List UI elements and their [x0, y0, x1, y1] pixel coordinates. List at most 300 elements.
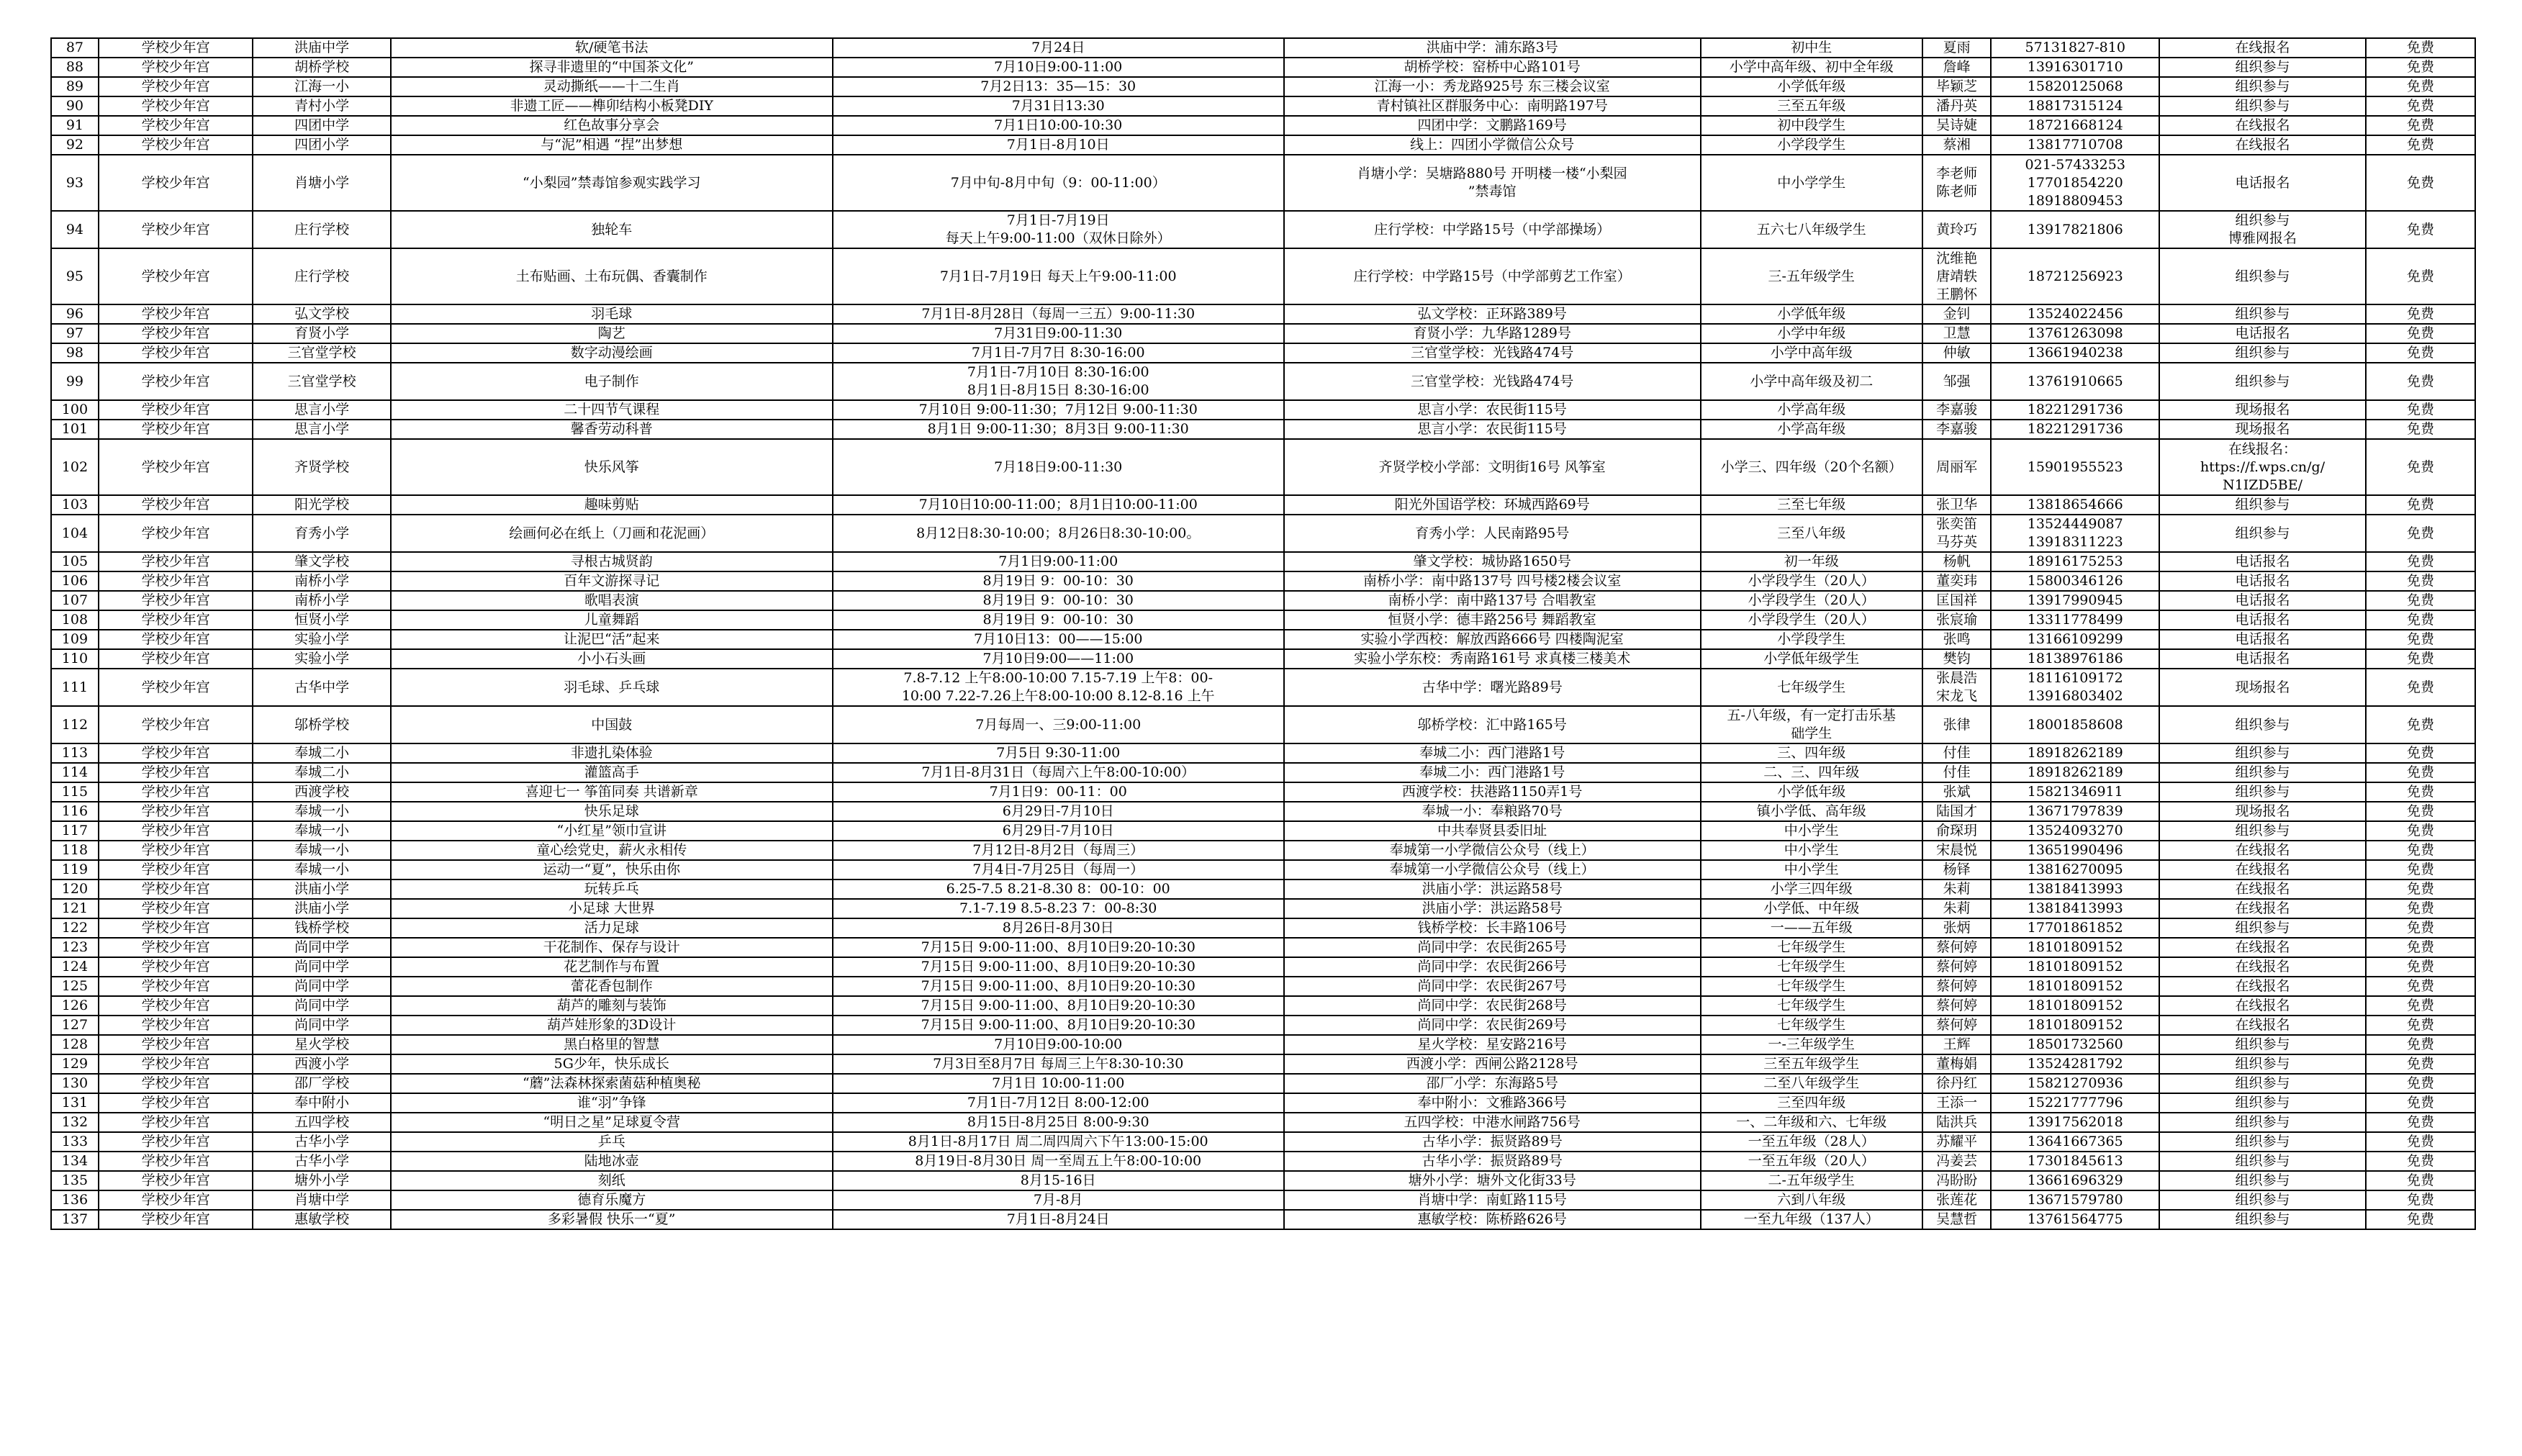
cell-fee: 免费 [2366, 116, 2475, 135]
cell-location: 尚同中学：农民街267号 [1284, 977, 1701, 996]
table-row [51, 515, 2475, 552]
cell-category: 学校少年宫 [99, 649, 253, 669]
cell-fee: 免费 [2366, 899, 2475, 918]
cell-organizer: 江海一小 [253, 77, 390, 96]
cell-location: 星火学校：星安路216号 [1284, 1035, 1701, 1054]
cell-organizer: 齐贤学校 [253, 439, 390, 495]
cell-signup-method: 电话报名 [2159, 591, 2366, 610]
cell-category: 学校少年宫 [99, 135, 253, 155]
cell-row-number: 87 [51, 38, 99, 58]
cell-activity-name: 软/硬笔书法 [391, 38, 833, 58]
cell-contact-person: 王添一 [1922, 1093, 1992, 1113]
cell-signup-method: 组织参与 [2159, 515, 2366, 552]
cell-category: 学校少年宫 [99, 782, 253, 802]
cell-target-audience: 七年级学生 [1701, 996, 1922, 1016]
cell-fee: 免费 [2366, 1132, 2475, 1152]
cell-target-audience: 三、四年级 [1701, 743, 1922, 763]
cell-activity-name: 运动一“夏”，快乐由你 [391, 860, 833, 880]
cell-activity-name: 趣味剪贴 [391, 495, 833, 515]
table-row [51, 610, 2475, 630]
cell-location: 古华中学：曙光路89号 [1284, 669, 1701, 706]
cell-contact-person: 朱莉 [1922, 899, 1992, 918]
cell-row-number: 92 [51, 135, 99, 155]
cell-row-number: 128 [51, 1035, 99, 1054]
table-row [51, 899, 2475, 918]
cell-signup-method: 在线报名 [2159, 135, 2366, 155]
cell-organizer: 尚同中学 [253, 957, 390, 977]
cell-activity-name: 蕾花香包制作 [391, 977, 833, 996]
cell-signup-method: 组织参与 [2159, 248, 2366, 304]
cell-contact-person: 张晨浩 宋龙飞 [1922, 669, 1992, 706]
cell-fee: 免费 [2366, 1113, 2475, 1132]
cell-category: 学校少年宫 [99, 899, 253, 918]
table-row [51, 649, 2475, 669]
cell-target-audience: 初一年级 [1701, 552, 1922, 571]
table-row [51, 1054, 2475, 1074]
cell-location: 古华小学：振贤路89号 [1284, 1152, 1701, 1171]
cell-time: 7月10日9:00——11:00 [833, 649, 1284, 669]
cell-target-audience: 一至五年级（28人） [1701, 1132, 1922, 1152]
cell-category: 学校少年宫 [99, 400, 253, 420]
cell-target-audience: 中小学生 [1701, 821, 1922, 841]
cell-signup-method: 组织参与 [2159, 304, 2366, 324]
table-row [51, 343, 2475, 363]
cell-contact-person: 苏耀平 [1922, 1132, 1992, 1152]
cell-row-number: 135 [51, 1171, 99, 1190]
cell-activity-name: 二十四节气课程 [391, 400, 833, 420]
cell-contact-person: 匡国祥 [1922, 591, 1992, 610]
cell-fee: 免费 [2366, 552, 2475, 571]
cell-contact-person: 李嘉骏 [1922, 400, 1992, 420]
table-row [51, 706, 2475, 743]
cell-activity-name: “明日之星”足球夏令营 [391, 1113, 833, 1132]
cell-location: 洪庙中学：浦东路3号 [1284, 38, 1701, 58]
cell-category: 学校少年宫 [99, 610, 253, 630]
cell-activity-name: 陆地冰壶 [391, 1152, 833, 1171]
cell-organizer: 实验小学 [253, 630, 390, 649]
cell-signup-method: 组织参与 [2159, 343, 2366, 363]
cell-activity-name: 葫芦娃形象的3D设计 [391, 1016, 833, 1035]
cell-target-audience: 小学段学生（20人） [1701, 591, 1922, 610]
cell-time: 7月3日至8月7日 每周三上午8:30-10:30 [833, 1054, 1284, 1074]
table-row [51, 211, 2475, 248]
table-row [51, 630, 2475, 649]
cell-fee: 免费 [2366, 495, 2475, 515]
cell-time: 7月15日 9:00-11:00、8月10日9:20-10:30 [833, 1016, 1284, 1035]
cell-phone: 18916175253 [1991, 552, 2159, 571]
cell-phone: 15821270936 [1991, 1074, 2159, 1093]
cell-signup-method: 电话报名 [2159, 630, 2366, 649]
cell-location: 尚同中学：农民街268号 [1284, 996, 1701, 1016]
cell-contact-person: 蔡何婷 [1922, 977, 1992, 996]
cell-phone: 18221291736 [1991, 420, 2159, 439]
cell-location: 实验小学西校：解放西路666号 四楼陶泥室 [1284, 630, 1701, 649]
cell-time: 7月-8月 [833, 1190, 1284, 1210]
cell-contact-person: 张宸瑜 [1922, 610, 1992, 630]
cell-row-number: 104 [51, 515, 99, 552]
cell-phone: 15221777796 [1991, 1093, 2159, 1113]
cell-contact-person: 张斌 [1922, 782, 1992, 802]
cell-location: 南桥小学：南中路137号 四号楼2楼会议室 [1284, 571, 1701, 591]
cell-phone: 13818413993 [1991, 899, 2159, 918]
cell-category: 学校少年宫 [99, 841, 253, 860]
cell-phone: 13917990945 [1991, 591, 2159, 610]
cell-location: 奉城二小：西门港路1号 [1284, 763, 1701, 782]
cell-organizer: 实验小学 [253, 649, 390, 669]
cell-target-audience: 中小学学生 [1701, 155, 1922, 211]
cell-fee: 免费 [2366, 571, 2475, 591]
cell-activity-name: 德育乐魔方 [391, 1190, 833, 1210]
cell-organizer: 古华小学 [253, 1152, 390, 1171]
cell-time: 7月15日 9:00-11:00、8月10日9:20-10:30 [833, 957, 1284, 977]
cell-time: 7月1日9：00-11：00 [833, 782, 1284, 802]
cell-fee: 免费 [2366, 77, 2475, 96]
cell-category: 学校少年宫 [99, 58, 253, 77]
cell-category: 学校少年宫 [99, 763, 253, 782]
cell-location: 尚同中学：农民街265号 [1284, 938, 1701, 957]
cell-signup-method: 电话报名 [2159, 552, 2366, 571]
cell-organizer: 西渡学校 [253, 782, 390, 802]
cell-activity-name: 灌篮高手 [391, 763, 833, 782]
cell-time: 7月31日13:30 [833, 96, 1284, 116]
cell-organizer: 五四学校 [253, 1113, 390, 1132]
cell-organizer: 四团中学 [253, 116, 390, 135]
cell-phone: 021-57433253 17701854220 18918809453 [1991, 155, 2159, 211]
cell-signup-method: 组织参与 [2159, 1074, 2366, 1093]
cell-row-number: 96 [51, 304, 99, 324]
cell-row-number: 121 [51, 899, 99, 918]
cell-phone: 13524093270 [1991, 821, 2159, 841]
cell-category: 学校少年宫 [99, 996, 253, 1016]
cell-contact-person: 蔡何婷 [1922, 996, 1992, 1016]
cell-phone: 13661940238 [1991, 343, 2159, 363]
cell-fee: 免费 [2366, 938, 2475, 957]
cell-fee: 免费 [2366, 324, 2475, 343]
cell-fee: 免费 [2366, 400, 2475, 420]
cell-phone: 18001858608 [1991, 706, 2159, 743]
table-row [51, 591, 2475, 610]
cell-category: 学校少年宫 [99, 38, 253, 58]
table-row [51, 439, 2475, 495]
cell-category: 学校少年宫 [99, 1113, 253, 1132]
cell-phone: 15821346911 [1991, 782, 2159, 802]
cell-fee: 免费 [2366, 1035, 2475, 1054]
cell-phone: 13816270095 [1991, 860, 2159, 880]
cell-activity-name: 陶艺 [391, 324, 833, 343]
cell-signup-method: 组织参与 [2159, 782, 2366, 802]
cell-contact-person: 董梅娟 [1922, 1054, 1992, 1074]
cell-row-number: 99 [51, 363, 99, 400]
cell-signup-method: 电话报名 [2159, 610, 2366, 630]
cell-organizer: 塘外小学 [253, 1171, 390, 1190]
cell-time: 8月1日 9:00-11:30；8月3日 9:00-11:30 [833, 420, 1284, 439]
cell-activity-name: 寻根古城贤韵 [391, 552, 833, 571]
cell-signup-method: 现场报名 [2159, 400, 2366, 420]
cell-location: 肖塘小学：吴塘路880号 开明楼一楼“小梨园 ”禁毒馆 [1284, 155, 1701, 211]
cell-category: 学校少年宫 [99, 918, 253, 938]
cell-time: 7.8-7.12 上午8:00-10:00 7.15-7.19 上午8：00- 10:00 7.22-7.26上午8:00-10:00 8.12-8.16 上午 [833, 669, 1284, 706]
activity-table-sheet [50, 37, 2476, 1230]
cell-fee: 免费 [2366, 996, 2475, 1016]
cell-target-audience: 镇小学低、高年级 [1701, 802, 1922, 821]
cell-row-number: 89 [51, 77, 99, 96]
cell-activity-name: 绘画何必在纸上（刀画和花泥画） [391, 515, 833, 552]
cell-signup-method: 组织参与 [2159, 495, 2366, 515]
cell-organizer: 奉城一小 [253, 802, 390, 821]
cell-phone: 18817315124 [1991, 96, 2159, 116]
cell-fee: 免费 [2366, 96, 2475, 116]
activity-table [50, 37, 2476, 1230]
cell-signup-method: 在线报名 [2159, 860, 2366, 880]
cell-fee: 免费 [2366, 1054, 2475, 1074]
cell-target-audience: 小学低年级学生 [1701, 649, 1922, 669]
cell-row-number: 114 [51, 763, 99, 782]
cell-contact-person: 樊钧 [1922, 649, 1992, 669]
table-row [51, 1093, 2475, 1113]
cell-phone: 13917562018 [1991, 1113, 2159, 1132]
cell-fee: 免费 [2366, 763, 2475, 782]
cell-category: 学校少年宫 [99, 571, 253, 591]
cell-activity-name: 百年文游探寻记 [391, 571, 833, 591]
cell-category: 学校少年宫 [99, 630, 253, 649]
cell-signup-method: 组织参与 [2159, 821, 2366, 841]
cell-organizer: 惠敏学校 [253, 1210, 390, 1229]
cell-row-number: 122 [51, 918, 99, 938]
cell-target-audience: 小学段学生（20人） [1701, 571, 1922, 591]
cell-activity-name: 小足球 大世界 [391, 899, 833, 918]
cell-fee: 免费 [2366, 135, 2475, 155]
table-row [51, 58, 2475, 77]
cell-phone: 15800346126 [1991, 571, 2159, 591]
cell-organizer: 庄行学校 [253, 211, 390, 248]
cell-target-audience: 五六七八年级学生 [1701, 211, 1922, 248]
cell-target-audience: 六到八年级 [1701, 1190, 1922, 1210]
cell-fee: 免费 [2366, 343, 2475, 363]
cell-row-number: 95 [51, 248, 99, 304]
cell-phone: 13761910665 [1991, 363, 2159, 400]
cell-row-number: 103 [51, 495, 99, 515]
cell-signup-method: 组织参与 [2159, 1093, 2366, 1113]
cell-location: 钱桥学校：长丰路106号 [1284, 918, 1701, 938]
cell-category: 学校少年宫 [99, 977, 253, 996]
cell-organizer: 尚同中学 [253, 1016, 390, 1035]
cell-location: 肖塘中学：南虹路115号 [1284, 1190, 1701, 1210]
cell-target-audience: 七年级学生 [1701, 669, 1922, 706]
cell-time: 7月15日 9:00-11:00、8月10日9:20-10:30 [833, 938, 1284, 957]
cell-phone: 13651990496 [1991, 841, 2159, 860]
cell-organizer: 南桥小学 [253, 591, 390, 610]
cell-fee: 免费 [2366, 918, 2475, 938]
cell-signup-method: 在线报名： https://f.wps.cn/g/ N1IZD5BE/ [2159, 439, 2366, 495]
cell-phone: 18501732560 [1991, 1035, 2159, 1054]
cell-activity-name: 数字动漫绘画 [391, 343, 833, 363]
cell-signup-method: 组织参与 博雅网报名 [2159, 211, 2366, 248]
cell-fee: 免费 [2366, 211, 2475, 248]
cell-location: 尚同中学：农民街269号 [1284, 1016, 1701, 1035]
cell-target-audience: 中小学生 [1701, 841, 1922, 860]
cell-organizer: 尚同中学 [253, 938, 390, 957]
cell-signup-method: 电话报名 [2159, 571, 2366, 591]
cell-category: 学校少年宫 [99, 304, 253, 324]
cell-target-audience: 三-五年级学生 [1701, 248, 1922, 304]
cell-phone: 18721668124 [1991, 116, 2159, 135]
table-row [51, 996, 2475, 1016]
cell-contact-person: 朱莉 [1922, 880, 1992, 899]
cell-signup-method: 组织参与 [2159, 1054, 2366, 1074]
cell-activity-name: “小红星”领巾宣讲 [391, 821, 833, 841]
cell-signup-method: 组织参与 [2159, 1132, 2366, 1152]
cell-fee: 免费 [2366, 610, 2475, 630]
cell-time: 8月19日 9：00-10：30 [833, 571, 1284, 591]
cell-fee: 免费 [2366, 802, 2475, 821]
cell-contact-person: 俞琛玥 [1922, 821, 1992, 841]
cell-category: 学校少年宫 [99, 1132, 253, 1152]
cell-phone: 13671579780 [1991, 1190, 2159, 1210]
cell-activity-name: 探寻非遗里的“中国茶文化” [391, 58, 833, 77]
cell-phone: 57131827-810 [1991, 38, 2159, 58]
cell-fee: 免费 [2366, 649, 2475, 669]
cell-contact-person: 吴诗婕 [1922, 116, 1992, 135]
cell-phone: 13641667365 [1991, 1132, 2159, 1152]
cell-target-audience: 小学中高年级、初中全年级 [1701, 58, 1922, 77]
cell-location: 中共奉贤县委旧址 [1284, 821, 1701, 841]
cell-time: 8月19日 9：00-10：30 [833, 610, 1284, 630]
cell-row-number: 101 [51, 420, 99, 439]
cell-phone: 18101809152 [1991, 977, 2159, 996]
cell-row-number: 94 [51, 211, 99, 248]
cell-target-audience: 七年级学生 [1701, 957, 1922, 977]
cell-target-audience: 小学低、中年级 [1701, 899, 1922, 918]
cell-time: 7月中旬-8月中旬（9：00-11:00） [833, 155, 1284, 211]
cell-organizer: 南桥小学 [253, 571, 390, 591]
table-row [51, 96, 2475, 116]
cell-phone: 15901955523 [1991, 439, 2159, 495]
cell-fee: 免费 [2366, 363, 2475, 400]
cell-signup-method: 组织参与 [2159, 1190, 2366, 1210]
cell-contact-person: 陆洪兵 [1922, 1113, 1992, 1132]
cell-category: 学校少年宫 [99, 343, 253, 363]
cell-contact-person: 黄玲巧 [1922, 211, 1992, 248]
cell-organizer: 奉城一小 [253, 841, 390, 860]
cell-location: 邵厂小学：东海路5号 [1284, 1074, 1701, 1093]
cell-organizer: 奉城一小 [253, 821, 390, 841]
cell-organizer: 育贤小学 [253, 324, 390, 343]
cell-organizer: 奉城一小 [253, 860, 390, 880]
cell-row-number: 109 [51, 630, 99, 649]
cell-location: 思言小学：农民街115号 [1284, 420, 1701, 439]
cell-activity-name: 快乐足球 [391, 802, 833, 821]
cell-organizer: 洪庙小学 [253, 880, 390, 899]
cell-fee: 免费 [2366, 420, 2475, 439]
cell-location: 奉城一小：奉粮路70号 [1284, 802, 1701, 821]
cell-activity-name: 非遗扎染体验 [391, 743, 833, 763]
cell-organizer: 邵厂学校 [253, 1074, 390, 1093]
cell-row-number: 105 [51, 552, 99, 571]
cell-signup-method: 组织参与 [2159, 1113, 2366, 1132]
cell-target-audience: 小学中高年级及初二 [1701, 363, 1922, 400]
cell-activity-name: 干花制作、保存与设计 [391, 938, 833, 957]
cell-row-number: 117 [51, 821, 99, 841]
cell-phone: 13916301710 [1991, 58, 2159, 77]
table-row [51, 880, 2475, 899]
cell-contact-person: 邹强 [1922, 363, 1992, 400]
cell-phone: 13817710708 [1991, 135, 2159, 155]
cell-location: 五四学校：中港水闸路756号 [1284, 1113, 1701, 1132]
cell-location: 育秀小学：人民南路95号 [1284, 515, 1701, 552]
cell-location: 实验小学东校：秀南路161号 求真楼三楼美术 [1284, 649, 1701, 669]
table-row [51, 1074, 2475, 1093]
table-row [51, 304, 2475, 324]
cell-organizer: 洪庙小学 [253, 899, 390, 918]
cell-organizer: 西渡小学 [253, 1054, 390, 1074]
cell-location: 胡桥学校：窑桥中心路101号 [1284, 58, 1701, 77]
cell-contact-person: 夏雨 [1922, 38, 1992, 58]
cell-contact-person: 陆国才 [1922, 802, 1992, 821]
cell-activity-name: 羽毛球 [391, 304, 833, 324]
table-row [51, 763, 2475, 782]
cell-time: 6月29日-7月10日 [833, 821, 1284, 841]
cell-target-audience: 小学三四年级 [1701, 880, 1922, 899]
cell-activity-name: 独轮车 [391, 211, 833, 248]
cell-signup-method: 在线报名 [2159, 841, 2366, 860]
cell-organizer: 邬桥学校 [253, 706, 390, 743]
cell-time: 7月5日 9:30-11:00 [833, 743, 1284, 763]
cell-activity-name: 5G少年，快乐成长 [391, 1054, 833, 1074]
cell-fee: 免费 [2366, 515, 2475, 552]
cell-row-number: 102 [51, 439, 99, 495]
cell-signup-method: 在线报名 [2159, 1016, 2366, 1035]
table-row [51, 802, 2475, 821]
cell-contact-person: 董奕玮 [1922, 571, 1992, 591]
cell-time: 7月1日-8月31日（每周六上午8:00-10:00） [833, 763, 1284, 782]
cell-target-audience: 三至七年级 [1701, 495, 1922, 515]
cell-activity-name: 让泥巴“活”起来 [391, 630, 833, 649]
cell-time: 7月4日-7月25日（每周一） [833, 860, 1284, 880]
cell-time: 8月12日8:30-10:00；8月26日8:30-10:00。 [833, 515, 1284, 552]
cell-row-number: 108 [51, 610, 99, 630]
table-row [51, 1152, 2475, 1171]
cell-category: 学校少年宫 [99, 96, 253, 116]
cell-activity-name: “蘑”法森林探索菌菇种植奥秘 [391, 1074, 833, 1093]
table-row [51, 38, 2475, 58]
cell-phone: 13761263098 [1991, 324, 2159, 343]
cell-target-audience: 小学段学生 [1701, 630, 1922, 649]
cell-location: 阳光外国语学校：环城西路69号 [1284, 495, 1701, 515]
cell-fee: 免费 [2366, 669, 2475, 706]
table-row [51, 552, 2475, 571]
cell-organizer: 尚同中学 [253, 977, 390, 996]
cell-target-audience: 三至四年级 [1701, 1093, 1922, 1113]
cell-organizer: 尚同中学 [253, 996, 390, 1016]
cell-row-number: 100 [51, 400, 99, 420]
cell-contact-person: 蔡湘 [1922, 135, 1992, 155]
cell-time: 8月1日-8月17日 周二周四周六下午13:00-15:00 [833, 1132, 1284, 1152]
cell-signup-method: 电话报名 [2159, 324, 2366, 343]
cell-signup-method: 在线报名 [2159, 116, 2366, 135]
cell-organizer: 思言小学 [253, 400, 390, 420]
cell-target-audience: 一至五年级（20人） [1701, 1152, 1922, 1171]
cell-contact-person: 詹峰 [1922, 58, 1992, 77]
cell-target-audience: 小学高年级 [1701, 400, 1922, 420]
cell-time: 7月1日9:00-11:00 [833, 552, 1284, 571]
cell-category: 学校少年宫 [99, 591, 253, 610]
cell-category: 学校少年宫 [99, 669, 253, 706]
cell-row-number: 93 [51, 155, 99, 211]
cell-activity-name: 与“泥”相遇 “捏”出梦想 [391, 135, 833, 155]
cell-location: 恒贤小学：德丰路256号 舞蹈教室 [1284, 610, 1701, 630]
cell-activity-name: 红色故事分享会 [391, 116, 833, 135]
cell-organizer: 肖塘中学 [253, 1190, 390, 1210]
